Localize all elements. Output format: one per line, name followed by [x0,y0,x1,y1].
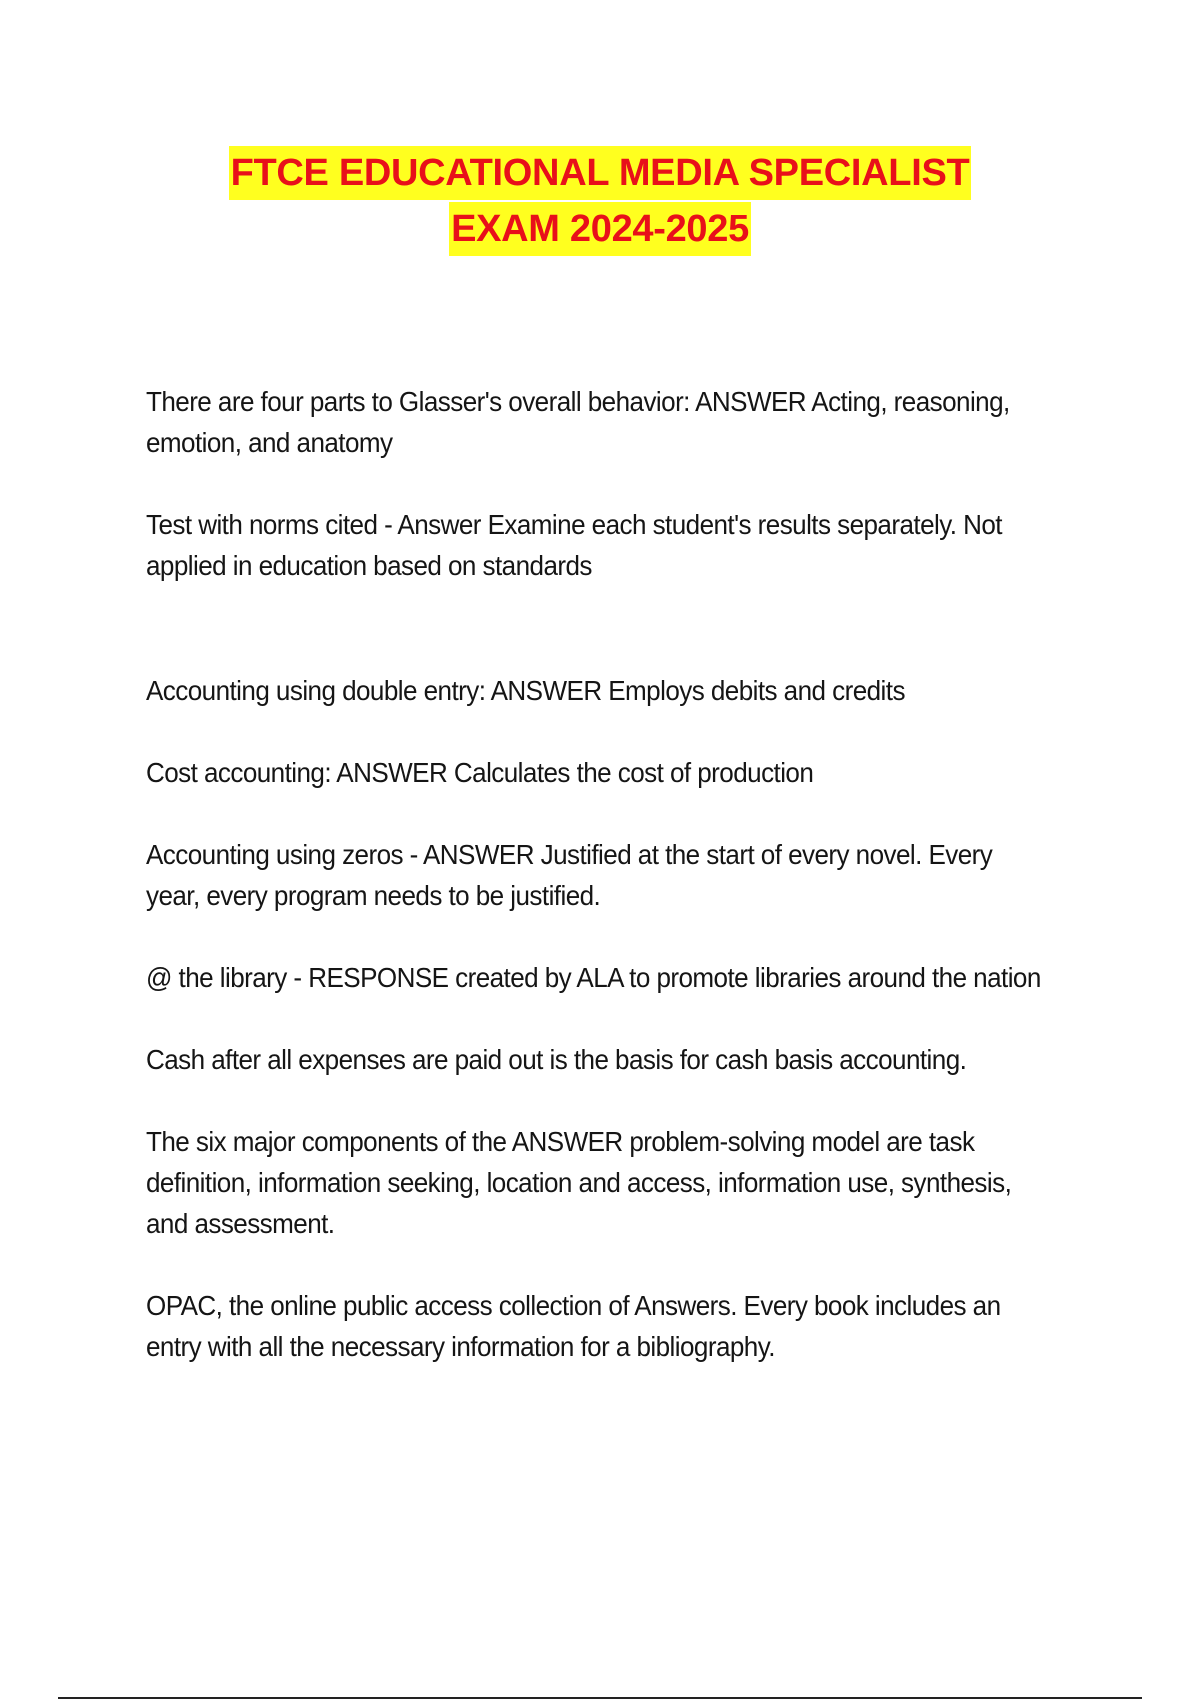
title-row-2 [0,202,1200,258]
qa-item-cash-basis: Cash after all expenses are paid out is the basis for cash basis accounting. [146,1044,967,1075]
title-line-1: FTCE EDUCATIONAL MEDIA SPECIALIST [229,146,972,200]
qa-item-problem-solving-model: The six major components of the ANSWER problem-solving model are task definition, information seeking, location and access, information use, synthesis, and assessment. [146,1126,1012,1239]
qa-item-double-entry: Accounting using double entry: ANSWER Employs debits and credits [146,675,905,706]
qa-item-norms-test: Test with norms cited - Answer Examine each student's results separately. Not applied in education based on standards [146,509,1002,581]
qa-item-zero-accounting: Accounting using zeros - ANSWER Justified at the start of every novel. Every year, every program needs to be justified. [146,839,993,911]
title-line-2: EXAM 2024-2025 [449,202,751,256]
qa-item-at-the-library: @ the library - RESPONSE created by ALA to promote libraries around the nation [146,962,1041,993]
qa-item-glasser-behavior: There are four parts to Glasser's overall behavior: ANSWER Acting, reasoning, emotion, and anatomy [146,386,1010,458]
title-row-1 [0,146,1200,202]
footer-divider [58,1697,1142,1699]
qa-item-opac: OPAC, the online public access collection of Answers. Every book includes an entry with all the necessary information for a bibliography. [146,1290,1001,1362]
qa-item-cost-accounting: Cost accounting: ANSWER Calculates the cost of production [146,757,814,788]
qa-list [146,381,1046,1367]
document-title [0,146,1200,258]
